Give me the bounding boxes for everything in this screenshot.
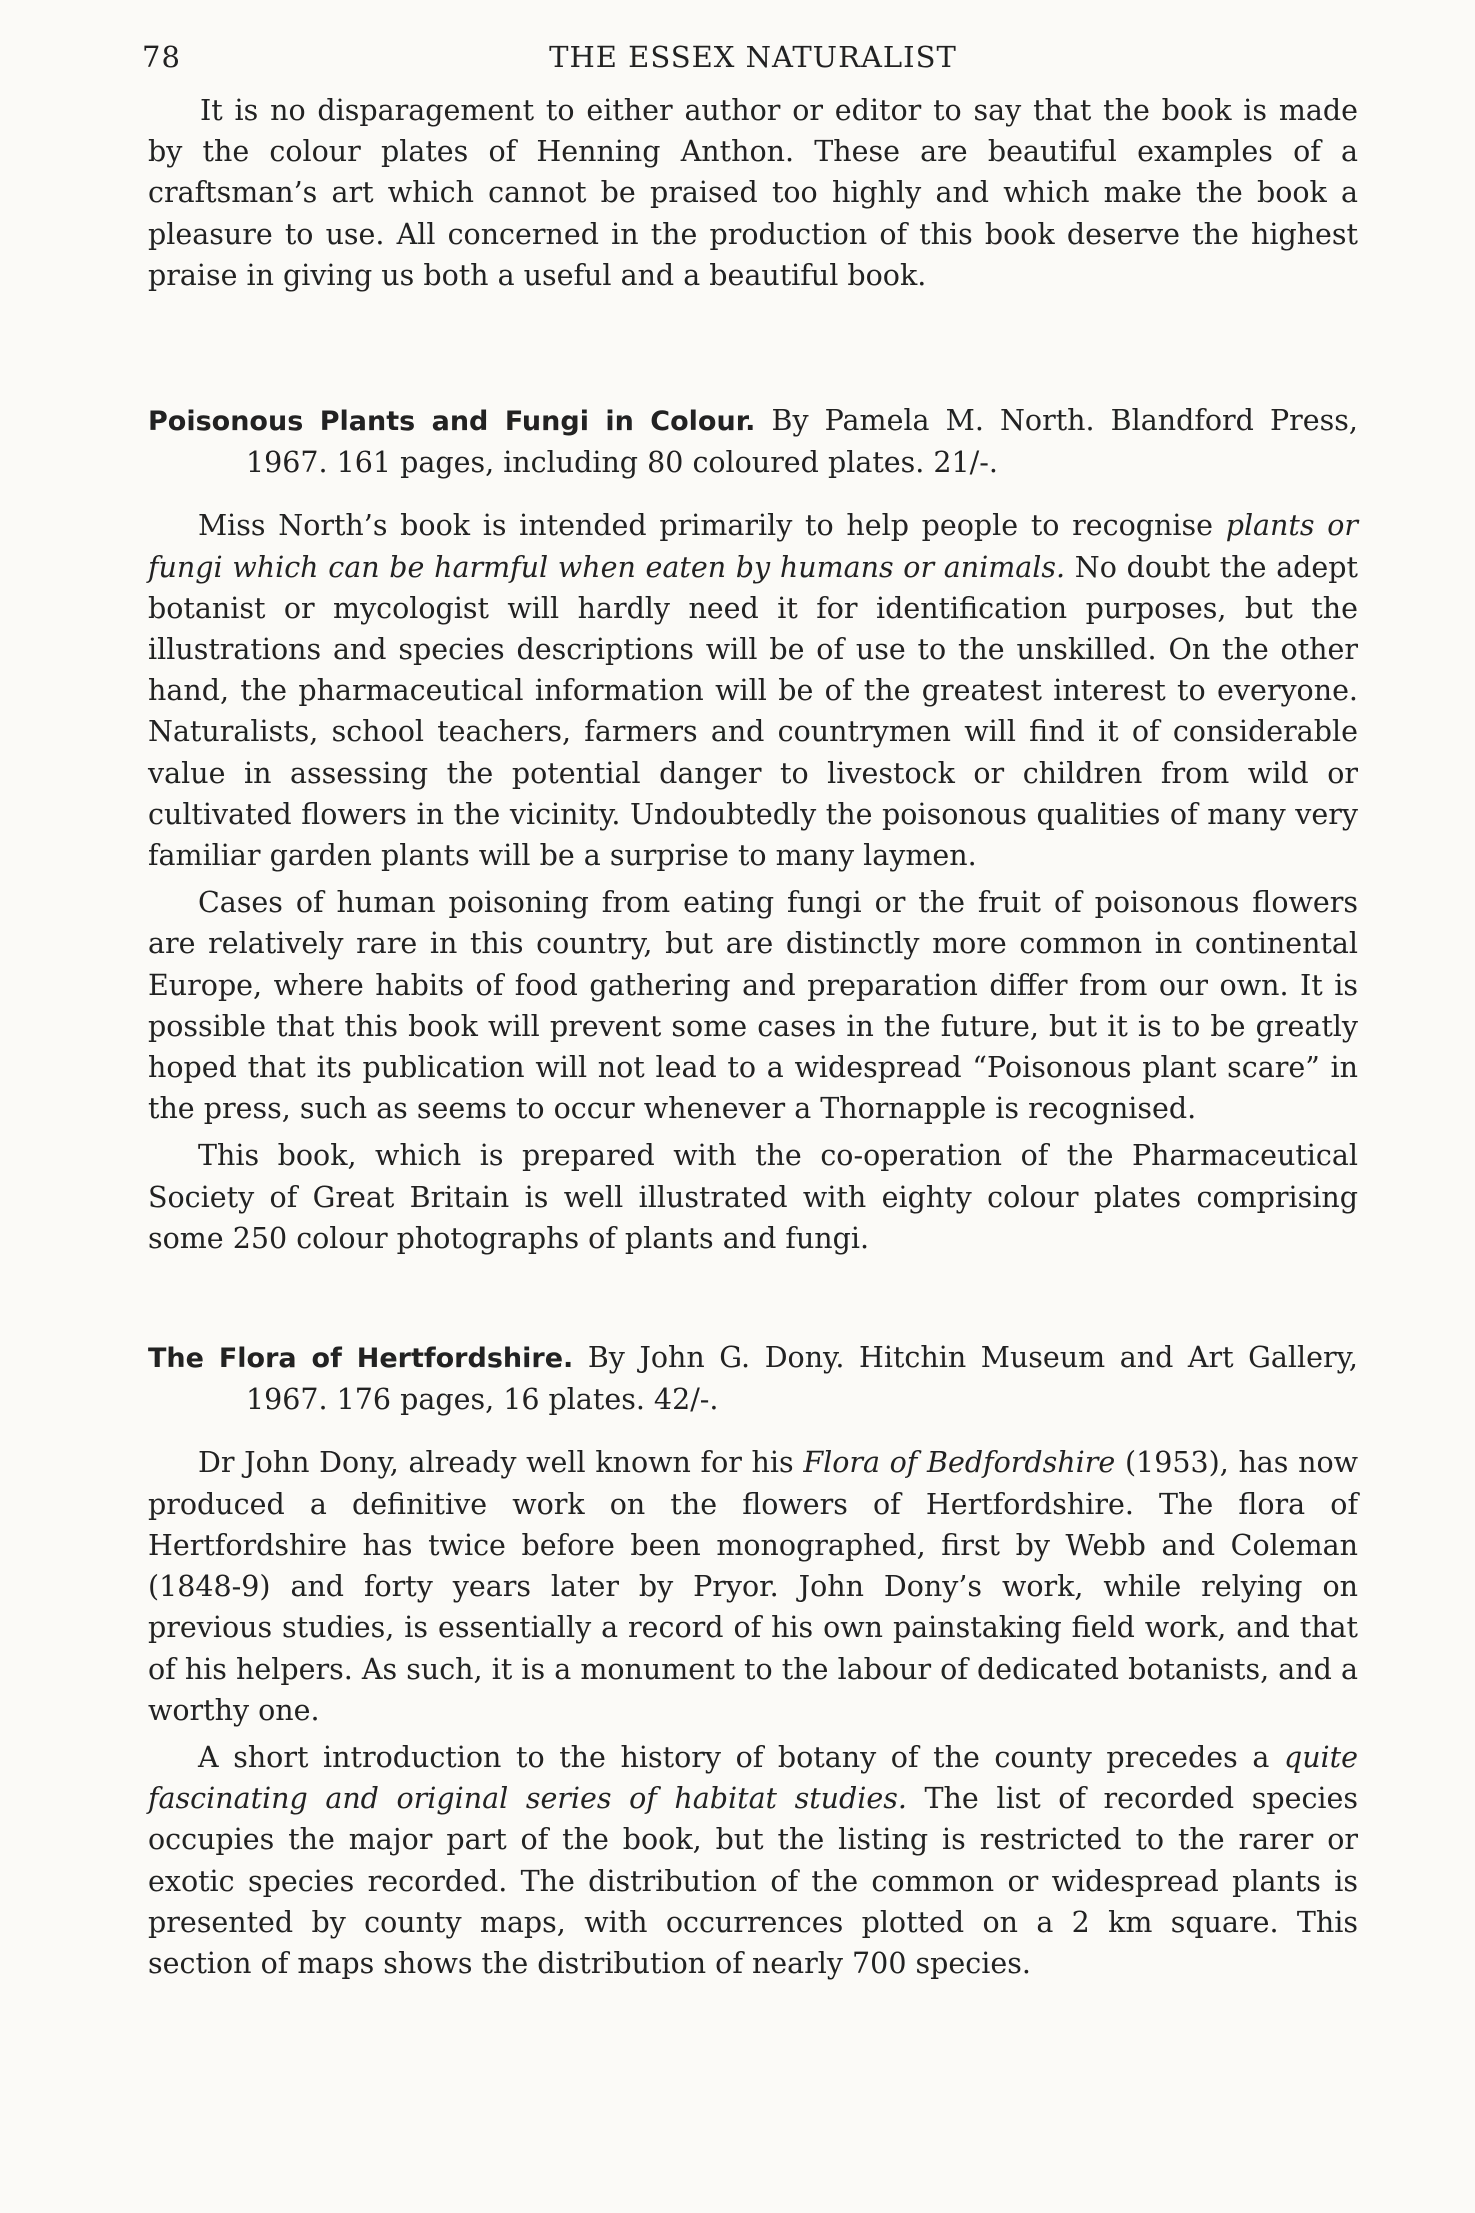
review-paragraph (148, 505, 1358, 876)
running-head (142, 40, 1358, 90)
review-title: Poisonous Plants and Fungi in Colour. (148, 406, 756, 438)
review-paragraph: This book, which is prepared with the co-operation of the Pharmaceutical Society of Great Britain is well illustrated with eighty colour plates comprising some 250 colour photographs of plants and fungi. (148, 1139, 1358, 1255)
review-details: By Pamela M. North. Blandford Press, 1967. 161 pages, including 80 coloured plates. 21/-. (246, 404, 1358, 480)
intro-paragraph: It is no disparagement to either author or editor to say that the book is made by the colour plates of Henning Anthon. These are beautiful examples of a craftsman’s art which cannot be praised too highly and which make the book a pleasure to use. All concerned in the production of this book deserve the highest praise in giving us both a useful and a beautiful book. (148, 94, 1358, 292)
review-paragraph (148, 1442, 1358, 1730)
paragraph-text: The list of recorded species occupies the major part of the book, but the listing is restricted to the rarer or exotic species recorded. The distribution of the common or widespread plants is presented by county maps, with occurrences plotted on a 2 km square. This section of maps shows the distribution of nearly 700 species. (148, 1782, 1359, 1980)
italic-text: quite fascinating and original series of habitat studies. (148, 1740, 1358, 1816)
paragraph-text: (1953), has now produced a definitive work on the flowers of Hertfordshire. The flora of Hertfordshire has twice before been monographed, first by Webb and Coleman (1848-9) and forty years later by Pryor. John Dony’s work, while relying on previous studies, is essentially a record of his own painstaking field work, and that of his helpers. As such, it is a monument to the labour of dedicated botanists, and a worthy one. (148, 1446, 1359, 1727)
review-heading-poisonous-plants (148, 400, 1358, 483)
review-details: By John G. Dony. Hitchin Museum and Art Gallery, 1967. 176 pages, 16 plates. 42/-. (246, 1341, 1358, 1417)
review-title: The Flora of Hertfordshire. (148, 1343, 574, 1375)
review-heading-flora-hertfordshire (148, 1337, 1358, 1420)
paragraph-text: No doubt the adept botanist or mycologist will hardly need it for identification purposes, but the illustrations and species descriptions will be of use to the unskilled. On the other hand, the pharmaceutical information will be of the greatest interest to everyone. Naturalists, school teachers, farmers and countrymen will find it of considerable value in assessing the potential danger to livestock or children from wild or cultivated flowers in the vicinity. Undoubtedly the poisonous qualities of many very familiar garden plants will be a surprise to many laymen. (148, 550, 1358, 873)
italic-text: Flora of Bedfordshire (803, 1446, 1116, 1480)
page-number: 78 (142, 40, 181, 74)
paragraph-text: Dr John Dony, already well known for his (198, 1446, 804, 1480)
italic-text: plants or fungi which can be harmful when eaten by humans or animals. (148, 509, 1358, 584)
paragraph-text: Miss North’s book is intended primarily to help people to recognise (198, 509, 1226, 543)
page (142, 40, 1359, 1984)
journal-title: THE ESSEX NATURALIST (549, 40, 957, 74)
paragraph-text: A short introduction to the history of botany of the county precedes a (198, 1740, 1284, 1774)
review-paragraph: Cases of human poisoning from eating fungi or the fruit of poisonous flowers are relatively rare in this country, but are distinctly more common in continental Europe, where habits of food gathering and preparation differ from our own. It is possible that this book will prevent some cases in the future, but it is to be greatly hoped that its publication will not lead to a widespread “Poisonous plant scare” in the press, such as seems to occur whenever a Thornapple is recognised. (148, 886, 1358, 1126)
review-paragraph (148, 1737, 1358, 1984)
